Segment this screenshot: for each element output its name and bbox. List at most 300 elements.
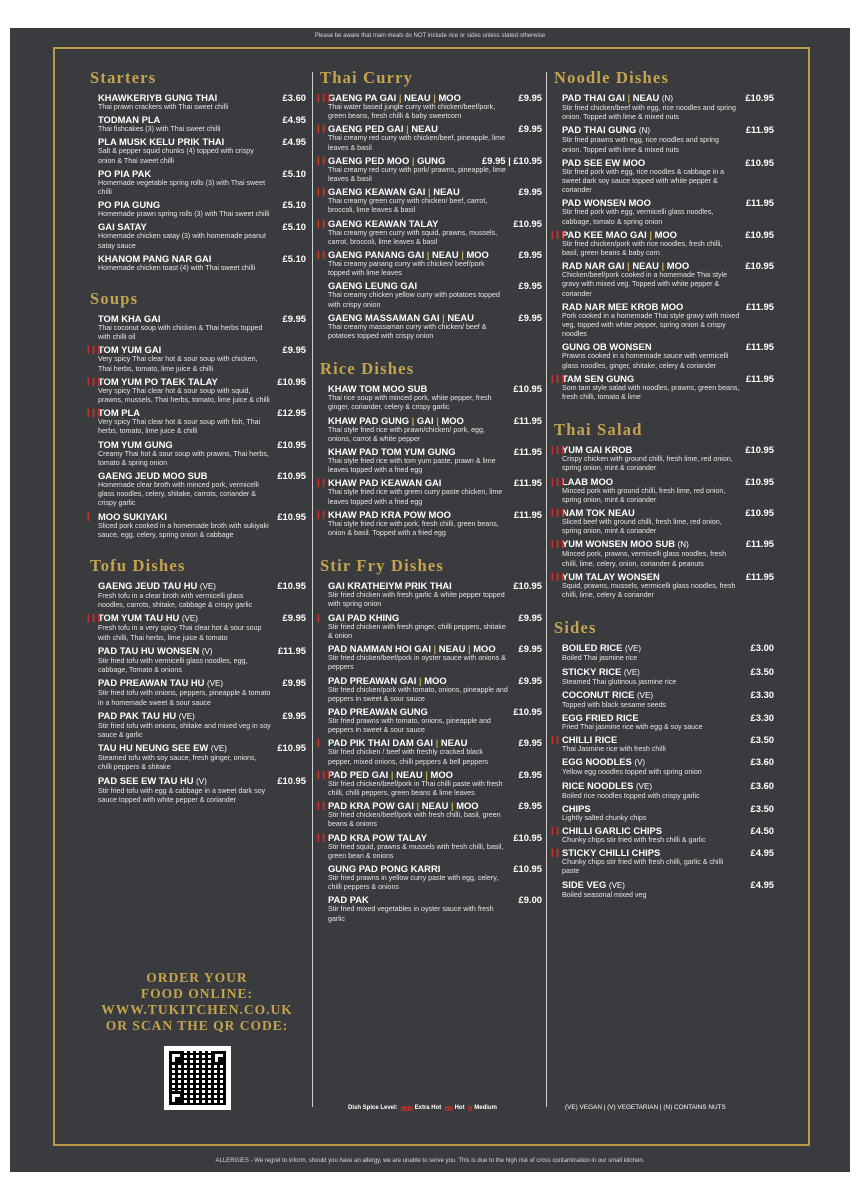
menu-item-price: £11.95 [745,300,774,312]
menu-item-name: MOO SUKIYAKI [98,510,167,522]
menu-item-description: Stir fried chicken/pork with tomato, onions, pineapple and peppers in sweet & sour sauce [328,685,508,703]
hot-chili-icon: ᴕᴕ [444,1103,452,1113]
menu-item [315,611,542,641]
menu-item-name: GAENG PED MOO | GUNG [328,154,446,166]
menu-item-price: £9.95 [282,313,306,325]
menu-item-price: £10.95 [277,742,306,754]
menu-item-header [98,407,306,418]
dietary-tag: (VE) [608,880,625,890]
dietary-tag: (V) [196,776,207,786]
menu-item [88,677,306,707]
menu-item-description: Homemade clear broth with minced pork, vermicelli glass noodles, celery, shitake, carrots, coriander & crispy garlic [98,481,259,508]
section-title: Thai Salad [554,420,643,440]
menu-item-name: GAENG JEUD MOO SUB [98,470,208,482]
menu-item-description: Stir fried chicken/pork with rice noodles, fresh chilli, basil, green beans & baby corn [562,239,723,258]
menu-item-price: £3.60 [750,756,774,768]
name-separator: | [465,643,474,655]
name-separator: | [624,260,633,272]
menu-item-name: CHILLI RICE [562,734,618,746]
menu-item-description: Lightly salted chunky chips [562,813,647,822]
menu-item-price: £10.95 [745,444,774,456]
menu-item-description: Fresh tofu in a clear broth with vermicelli glass noodles, carrots, shitake, cabbage & crispy garlic [98,592,253,610]
menu-item-price: £10.95 [745,92,774,103]
section-title: Stir Fry Dishes [320,556,445,576]
chili-icon: ❙❙❙ [315,769,331,779]
section-title: Thai Curry [320,68,414,87]
menu-item-description: Chicken/beef/pork cooked in a homemade Thai style gravy with mixed veg. Topped with white pepper & coriander [562,271,728,298]
menu-item [552,124,774,154]
menu-item-name: GAI KRATHEIYM PRIK THAI [328,580,452,592]
menu-item-description: Thai fishcakes (3) with Thai sweet chilli [98,125,221,134]
menu-item-header [562,756,774,768]
menu-item [318,415,542,444]
menu-item [315,92,542,121]
chili-icon: ❙❙ [315,250,326,260]
menu-item-description: Stir fried chicken / beef with freshly cracked black pepper, mixed onions, chilli peppers & bell peppers [328,748,489,766]
menu-item-name: PLA MUSK KELU PRIK THAI [98,136,225,148]
menu-item-price: £3.30 [750,688,774,700]
menu-item [552,301,774,340]
section-title: Sides [554,618,597,638]
menu-item-description: Thai style fried rice with prawn/chicken/ pork, egg, onions, carrot & white pepper [328,425,485,443]
menu-item-header [328,415,542,426]
menu-item [318,706,542,735]
menu-item [315,508,542,538]
spice-legend-medium: Medium [474,1105,497,1111]
menu-item-price: £9.95 [518,674,542,686]
menu-item [552,666,774,687]
menu-item-header [562,803,774,814]
menu-item-description: Stir fried chicken with fresh ginger, chilli peppers, shitake & onion [328,622,506,640]
menu-item [318,863,542,892]
chili-icon: ❙❙ [315,801,326,811]
menu-item-name: PAD KEE MAO GAI | MOO [562,228,677,240]
chili-icon: ❙ [315,738,321,748]
menu-item-description: Fresh tofu in a very spicy Thai clear hot & sour soup with chilli, Thai herbs, lime juice & tomato [98,624,262,642]
dietary-tag: (N) [661,94,673,103]
menu-item-header [562,124,774,136]
menu-item-name: RICE NOODLES (VE) [562,779,652,791]
chili-icon: ❙ [315,612,321,622]
menu-item-name: TOM PLA [98,407,141,419]
qr-finder [212,1051,226,1065]
menu-item [88,221,306,250]
menu-item-header [98,439,306,450]
menu-item-header [562,301,774,312]
menu-item-description: Stir fried tofu with onions, shitake and mixed veg in soy sauce & garlic [98,721,271,739]
name-separator: | [409,154,418,166]
menu-item [552,260,774,299]
menu-item-price: £3.60 [282,92,306,103]
menu-item-header [562,507,774,518]
menu-item-description: Thai creamy massaman curry with chicken/ beef & potatoes topped with crispy onion [328,322,487,341]
extra-hot-chili-icon: ᴕᴕᴕ [400,1103,412,1113]
qr-code[interactable] [164,1046,231,1110]
menu-item-name: KHANOM PANG NAR GAI [98,252,212,264]
menu-item-price: £4.95 [282,136,306,148]
menu-item [552,157,774,196]
menu-item-name: EGG NOODLES (V) [562,756,646,768]
menu-item-price: £9.95 [518,123,542,135]
menu-item-description: Stir fried squid, prawns & mussels with fresh chilli, basil, green bean & onions [328,842,504,860]
menu-item-header [562,157,774,168]
menu-item-price: £9.95 [518,611,542,623]
menu-item-description: Very spicy Thai clear hot & sour soup with squid, prawns, mussels, Thai herbs, tomato, lime juice & chilli [98,386,270,405]
menu-item-header [328,832,542,843]
menu-item-header [328,769,542,780]
menu-item-price: £11.95 [745,124,774,136]
chili-icon: ❙❙ [315,124,326,134]
menu-item-description: Homemade prawn spring rolls (3) with Thai sweet chilli [98,210,270,219]
menu-item-name: PAD SEE EW MOO [562,156,646,168]
menu-item [549,824,774,845]
menu-item-header [98,253,306,264]
menu-item-price: £5.10 [282,221,306,233]
dietary-tag: (VE) [210,744,227,754]
menu-item-price: £3.60 [750,779,774,791]
menu-item-description: Stir fried chicken/beef/pork with fresh chilli, basil, green beans & onions [328,811,501,829]
menu-item [88,580,306,610]
menu-item [318,675,542,704]
menu-item-name: GUNG OB WONSEN [562,341,652,353]
menu-item-name: LAAB MOO [562,475,614,487]
dietary-tag: (VE) [199,582,216,592]
menu-item-header [562,642,774,654]
chili-icon: ❙❙❙ [549,229,565,239]
menu-item-description: Stir fried pork with egg, vermicelli glass noodles, cabbage, tomato & spring onion [562,208,714,226]
menu-item [88,136,306,165]
spice-legend [348,1103,497,1113]
menu-item-header [328,383,542,394]
menu-item [315,768,542,798]
menu-item [88,168,306,197]
menu-item-header [328,706,542,717]
menu-item-description: Stir fried pork with egg, rice noodles & cabbage in a sweet dark soy sauce topped with white pepper & coriander [562,167,725,195]
menu-item-name: GAI PAD KHING [328,611,400,623]
chili-icon: ❙❙❙ [549,476,565,486]
menu-item-header [328,863,542,874]
menu-item-price: £10.95 [513,217,542,229]
dietary-key: (VE) VEGAN | (V) VEGETARIAN | (N) CONTAINS NUTS [565,1104,726,1111]
menu-item-header [98,710,306,722]
menu-item [552,197,774,226]
order-line: OR SCAN THE QR CODE: [105,1018,289,1033]
menu-item [88,775,306,805]
menu-item-description: Creamy Thai hot & sour soup with prawns, Thai herbs, tomato & spring onion [98,449,269,467]
menu-item-price: £11.95 [277,644,306,656]
menu-item [549,538,774,568]
chili-icon: ❙❙ [315,218,326,228]
menu-item [315,154,542,184]
menu-item-header [98,775,306,787]
menu-item-header [328,123,542,134]
menu-item-price: £10.95 [513,705,542,717]
menu-item-name: PAD PREAWAN GAI | MOO [328,674,447,686]
menu-item-price: £9.95 [282,344,306,356]
menu-item [85,344,306,373]
menu-item-name: SIDE VEG (VE) [562,878,625,890]
menu-item-price: £5.10 [282,252,306,264]
menu-item-name: EGG FRIED RICE [562,711,639,723]
menu-item-header [562,444,774,455]
menu-item-price: £9.95 [282,709,306,721]
menu-item-name: CHIPS [562,802,591,814]
dietary-tag: (VE) [635,781,652,791]
menu-item-description: Prawns cooked in a homemade sauce with vermicelli glass noodles, ginger, shitake, celery & coriander [562,352,729,370]
menu-item-price: £9.95 [282,677,306,689]
menu-item-name: TOM KHA GAI [98,313,161,325]
menu-item [88,470,306,509]
menu-item-price: £9.95 [518,92,542,103]
qr-finder [169,1051,183,1065]
menu-item-price: £4.95 [750,847,774,859]
chili-icon: ❙❙ [315,478,326,488]
menu-item [315,477,542,506]
menu-item-description: Thai creamy green curry with chicken/ beef, carrot, broccoli, lime leaves & basil [328,197,488,215]
chili-icon: ❙❙❙ [549,539,565,549]
menu-item-price: £11.95 [513,446,542,458]
menu-item-header [98,221,306,232]
dietary-tag: (VE) [637,690,654,700]
menu-item-price: £9.95 | £10.95 [482,154,542,166]
menu-item-name: PAD THAI GUNG (N) [562,124,651,136]
menu-item [552,803,774,823]
menu-item-header [98,645,306,657]
menu-item-description: Stir fried tofu with onions, peppers, pineapple & tomato in a homemade sweet & sour sauce [98,689,271,707]
menu-item-name: GAENG PANANG GAI | NEAU | MOO [328,249,489,261]
menu-item-price: £10.95 [513,383,542,395]
menu-item-description: Topped with black sesame seeds [562,700,667,709]
menu-item-description: Thai style fried rice with green curry paste chicken, lime leaves topped with a fried egg [328,488,503,506]
name-separator: | [433,737,441,749]
menu-item-header [98,92,306,103]
menu-item-header [98,136,306,147]
menu-item [549,444,774,473]
dietary-tag: (V) [201,646,213,656]
menu-item-price: £5.10 [282,167,306,179]
menu-item-header [98,168,306,179]
menu-column-2 [315,62,542,926]
menu-item-price: £9.95 [282,612,306,624]
menu-item [549,570,774,600]
menu-item-description: Stir fried tofu with egg & cabbage in a sweet dark soy sauce topped with white pepper & coriander [98,786,266,804]
chili-icon: ❙❙ [315,187,326,197]
menu-item-name: TOM YUM PO TAEK TALAY [98,375,218,387]
menu-item-description: Thai creamy red curry with chicken/beef, pineapple, lime leaves & basil [328,134,506,152]
name-separator: | [624,92,633,103]
menu-item [88,742,306,772]
menu-item [85,375,306,405]
menu-item-header [328,477,542,488]
spice-legend-label: Dish Spice Level: [348,1105,398,1111]
menu-item-price: £10.95 [745,156,774,168]
menu-item-name: PAD PREAWAN GUNG [328,705,428,717]
menu-item-header [328,312,542,323]
menu-item-price: £12.95 [277,407,306,419]
dietary-tag: (N) [638,126,651,136]
spice-legend-hot: Hot [454,1105,465,1111]
menu-item-price: £10.95 [277,774,306,786]
menu-item-name: TAM SEN GUNG [562,372,635,384]
menu-item [318,446,542,475]
dietary-tag: (N) [677,540,689,550]
chili-icon: ❙❙❙ [549,571,565,581]
menu-item-name: GAENG MASSAMAN GAI | NEAU [328,311,474,323]
menu-item-name: KHAW PAD KRA POW MOO [328,508,451,520]
order-online-callout [88,970,306,1034]
menu-item-price: £11.95 [745,570,774,582]
name-separator: | [430,92,439,103]
menu-item-name: STICKY CHILLI CHIPS [562,847,661,859]
menu-item-header [328,249,542,260]
name-separator: | [396,92,405,103]
menu-item-header [562,879,774,891]
menu-item [549,475,774,505]
menu-item-price: £3.00 [750,642,774,654]
menu-item [315,186,542,215]
menu-item-description: Homemade chicken toast (4) with Thai sweet chilli [98,263,256,272]
menu-item-price: £10.95 [277,470,306,482]
menu-item-name: PAD TAU HU WONSEN (V) [98,644,213,656]
menu-item-description: Stir fried prawns in yellow curry paste with egg, celery, chilli peppers & onions [328,873,499,892]
menu-item-name: GAI SATAY [98,221,147,233]
name-separator: | [448,800,457,812]
chili-icon: ❙❙ [315,832,326,842]
menu-item-description: Sliced beef with ground chilli, fresh lime, red onion, spring onion, mint & coriander [562,518,722,536]
menu-item-header [562,229,774,240]
menu-item-price: £10.95 [277,438,306,450]
menu-item-name: PAD PED GAI | NEAU | MOO [328,768,453,780]
menu-item-price: £11.95 [513,477,542,489]
menu-item-price: £11.95 [513,414,542,426]
menu-item-price: £10.95 [277,510,306,522]
menu-item-name: RAD NAR MEE KROB MOO [562,300,684,312]
menu-item-description: Thai style fried rice with pork, fresh chilli, green beans, onion & basil. Topped with a fried egg [328,519,499,538]
menu-item-header [562,780,774,792]
menu-item-header [562,712,774,723]
menu-item [552,92,774,122]
menu-item-name: NAM TOK NEAU [562,507,635,519]
menu-column-3 [549,62,774,902]
menu-item-name: PAD THAI GAI | NEAU (N) [562,92,673,103]
menu-item-price: £9.95 [518,186,542,198]
menu-item-price: £11.95 [745,372,774,384]
name-separator: | [424,249,433,261]
menu-item-header [98,677,306,689]
menu-item-header [328,509,542,520]
menu-item-description: Boiled seasonal mixed veg [562,890,647,899]
menu-item [88,710,306,740]
menu-item-header [328,280,542,291]
name-separator: | [416,674,425,686]
menu-item-header [328,446,542,457]
menu-item-description: Chunky chips stir fried with fresh chilli & garlic [562,835,706,844]
menu-item-description: Thai Jasmine rice with fresh chilli [562,745,666,754]
chili-icon: ❙❙❙ [549,373,565,383]
menu-item-description: Thai rice soup with minced pork, white pepper, fresh ginger, coriander, celery & crispy garlic [328,394,492,412]
menu-item-price: £3.50 [750,802,774,814]
order-website-link[interactable]: WWW.TUKITCHEN.CO.UK [101,1002,293,1017]
menu-item-header [562,689,774,701]
menu-item-name: KHAW TOM MOO SUB [328,383,428,395]
menu-item-price: £10.95 [745,260,774,272]
menu-item-price: £10.95 [513,862,542,874]
menu-item-name: KHAW PAD TOM YUM GUNG [328,446,456,458]
menu-item-description: Stir fried chicken/beef with egg, rice noodles and spring onion. Topped with lime & mixed nuts [562,104,736,122]
chili-icon: ❙❙❙ [85,345,101,355]
menu-item-header [562,538,774,550]
dietary-tag: (VE) [178,711,195,721]
column-divider [546,72,547,1107]
menu-item-price: £4.50 [750,824,774,836]
menu-item-name: TAU HU NEUNG SEE EW (VE) [98,742,227,754]
menu-item [552,341,774,370]
menu-item-description: Very spicy Thai clear hot & sour soup with chicken, Thai herbs, tomato, lime juice & chilli [98,355,258,373]
menu-item-price: £9.95 [518,249,542,261]
menu-item-name: RAD NAR GAI | NEAU | MOO [562,260,690,272]
menu-item-name: PO PIA GUNG [98,199,161,211]
chili-icon: ❙❙❙ [549,445,565,455]
menu-item-description: Thai prawn crackers with Thai sweet chilli [98,103,229,111]
menu-item [315,831,542,861]
menu-item-header [98,376,306,387]
menu-item [88,645,306,675]
dietary-tag: (VE) [207,679,224,689]
chili-icon: ❙❙ [549,825,560,835]
menu-item-description: Stir fried chicken/beef/pork in Thai chilli paste with fresh chilli, chilli peppers, green beans & lime leaves [328,779,503,797]
menu-item [552,756,774,777]
dietary-tag: (VE) [625,644,642,654]
menu-item [88,253,306,273]
menu-item-price: £9.95 [518,643,542,655]
menu-item-description: Boiled rice noodles topped with crispy garlic [562,791,700,800]
menu-item [315,737,542,766]
menu-item-header [562,847,774,858]
menu-item-name: PAD PIK THAI DAM GAI | NEAU [328,737,468,749]
chili-icon: ❙❙❙ [85,408,101,418]
medium-chili-icon: ᴕ [467,1103,472,1113]
chili-icon: ❙❙❙ [85,613,101,623]
menu-item-price: £10.95 [745,475,774,487]
dietary-tag: (V) [634,758,646,768]
menu-item-price: £10.95 [745,228,774,240]
menu-item-header [562,825,774,836]
menu-item-name: PAD KRA POW TALAY [328,831,427,843]
name-separator: | [403,123,412,135]
menu-item [549,734,774,754]
menu-item-header [562,197,774,208]
chili-icon: ❙ [85,511,91,521]
name-separator: | [422,768,431,780]
menu-item-header [98,511,306,522]
chili-icon: ❙❙ [315,509,326,519]
rice-notice: Please be aware that main meals do NOT include rice or sides unless stated otherwise [314,33,546,39]
menu-item-name: TOM YUM GUNG [98,438,173,450]
dietary-tag: (VE) [181,614,198,624]
qr-finder [169,1091,183,1105]
section-title: Tofu Dishes [90,556,186,576]
menu-item-name: YUM WONSEN MOO SUB (N) [562,538,689,550]
dietary-tag: (VE) [623,667,640,677]
menu-item-price: £5.10 [282,199,306,211]
menu-item [85,510,306,540]
menu-item-description: Yellow egg noodles topped with spring onion [562,768,702,777]
menu-item-name: GAENG PED GAI | NEAU [328,123,438,135]
name-separator: | [658,260,667,272]
menu-item [549,228,774,258]
order-line: FOOD ONLINE: [140,986,254,1001]
spice-legend-extra-hot: Extra Hot [414,1105,442,1111]
